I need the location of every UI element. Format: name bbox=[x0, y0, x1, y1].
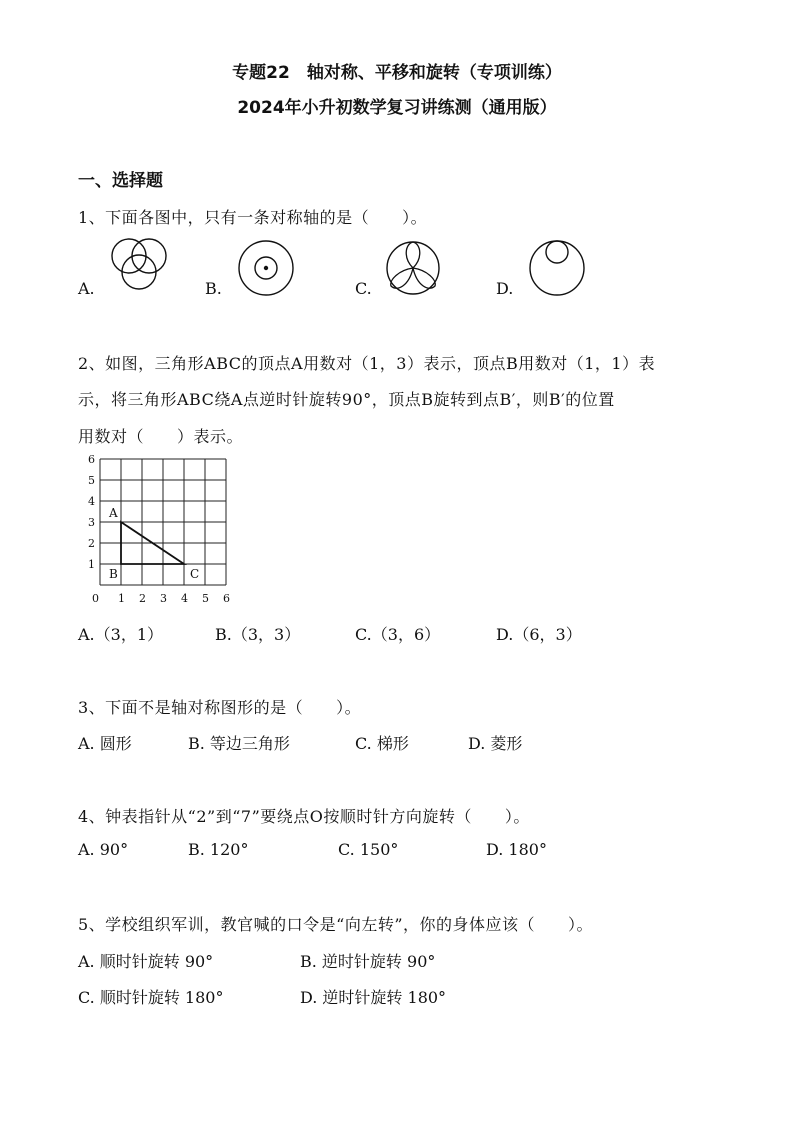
q1-option-a[interactable]: A. bbox=[78, 279, 95, 298]
q4-stem: 4、钟表指针从“2”到“7”要绕点O按顺时针方向旋转（ ）。 bbox=[78, 807, 530, 826]
x-tick-label: 3 bbox=[160, 592, 167, 605]
y-tick-label: 5 bbox=[88, 474, 95, 487]
q1-option-d[interactable]: D. bbox=[496, 279, 514, 298]
tangent-circles-figure bbox=[527, 238, 587, 298]
q5-option-c[interactable]: C. 顺时针旋转 180° bbox=[78, 988, 224, 1007]
coordinate-grid bbox=[84, 455, 244, 610]
q2-stem-line-3: 用数对（ ）表示。 bbox=[78, 427, 244, 446]
section-heading: 一、选择题 bbox=[78, 171, 163, 191]
q2-stem-line-1: 2、如图，三角形ABC的顶点A用数对（1，3）表示，顶点B用数对（1，1）表 bbox=[78, 354, 656, 373]
q5-option-b[interactable]: B. 逆时针旋转 90° bbox=[300, 952, 436, 971]
vertex-label-c: C bbox=[190, 567, 200, 581]
q2-option-a[interactable]: A.（3，1） bbox=[78, 625, 164, 644]
q5-option-d[interactable]: D. 逆时针旋转 180° bbox=[300, 988, 447, 1007]
q3-option-b[interactable]: B. 等边三角形 bbox=[188, 734, 290, 753]
q2-option-d[interactable]: D.（6，3） bbox=[496, 625, 582, 644]
q4-option-a[interactable]: A. 90° bbox=[78, 840, 129, 859]
x-tick-label: 2 bbox=[139, 592, 146, 605]
x-tick-label: 5 bbox=[202, 592, 209, 605]
page-subtitle: 2024年小升初数学复习讲练测（通用版） bbox=[237, 98, 557, 118]
y-tick-label: 1 bbox=[88, 558, 95, 571]
x-tick-label: 4 bbox=[181, 592, 188, 605]
q4-option-d[interactable]: D. 180° bbox=[486, 840, 547, 859]
q3-stem: 3、下面不是轴对称图形的是（ ）。 bbox=[78, 698, 362, 717]
q4-option-b[interactable]: B. 120° bbox=[188, 840, 249, 859]
trefoil-circle-figure bbox=[385, 240, 441, 296]
concentric-circles-figure bbox=[236, 238, 296, 298]
q5-stem: 5、学校组织军训，教官喊的口令是“向左转”，你的身体应该（ ）。 bbox=[78, 915, 594, 934]
y-tick-label: 2 bbox=[88, 537, 95, 550]
y-tick-label: 3 bbox=[88, 516, 95, 529]
q2-stem-line-2: 示，将三角形ABC绕A点逆时针旋转90°，顶点B旋转到点B′，则B′的位置 bbox=[78, 390, 615, 409]
q1-stem: 1、下面各图中，只有一条对称轴的是（ ）。 bbox=[78, 208, 428, 227]
x-tick-label: 0 bbox=[92, 592, 99, 605]
x-tick-label: 1 bbox=[118, 592, 125, 605]
vertex-label-a: A bbox=[109, 506, 118, 520]
q1-option-c[interactable]: C. bbox=[355, 279, 372, 298]
vertex-label-b: B bbox=[109, 567, 118, 581]
x-tick-label: 6 bbox=[223, 592, 230, 605]
q3-option-c[interactable]: C. 梯形 bbox=[355, 734, 409, 753]
q2-option-c[interactable]: C.（3，6） bbox=[355, 625, 441, 644]
q3-option-d[interactable]: D. 菱形 bbox=[468, 734, 523, 753]
three-overlapping-circles-figure bbox=[103, 236, 175, 296]
y-tick-label: 4 bbox=[88, 495, 95, 508]
page-title: 专题22 轴对称、平移和旋转（专项训练） bbox=[232, 63, 562, 83]
q3-option-a[interactable]: A. 圆形 bbox=[78, 734, 132, 753]
q1-option-b[interactable]: B. bbox=[205, 279, 222, 298]
q4-option-c[interactable]: C. 150° bbox=[338, 840, 399, 859]
y-tick-label: 6 bbox=[88, 455, 95, 466]
q2-option-b[interactable]: B.（3，3） bbox=[215, 625, 301, 644]
q5-option-a[interactable]: A. 顺时针旋转 90° bbox=[78, 952, 214, 971]
